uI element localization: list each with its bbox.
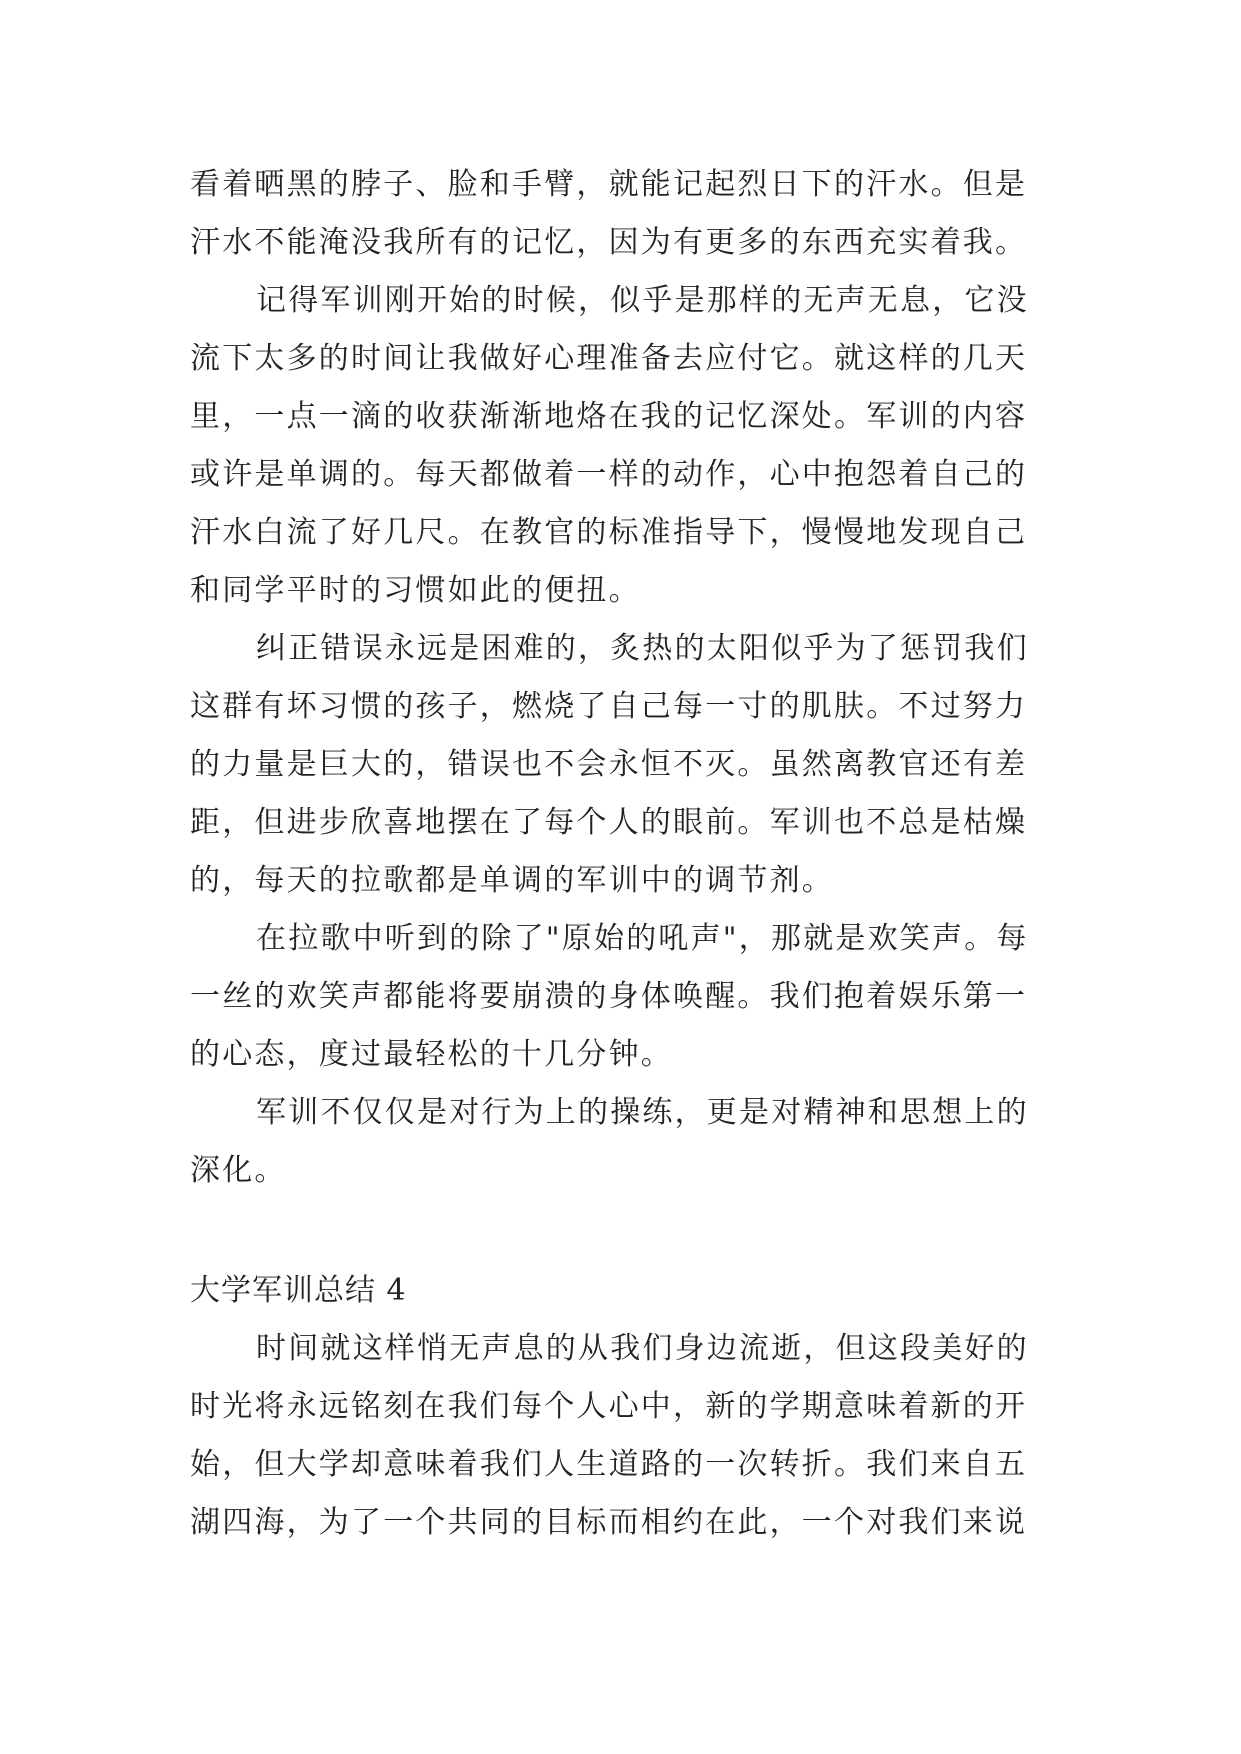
text-line: 时间就这样悄无声息的从我们身边流逝，但这段美好的	[256, 1331, 1029, 1366]
text-line: 纠正错误永远是困难的，炙热的太阳似乎为了惩罚我们	[256, 631, 1029, 666]
text-line: 深化。	[190, 1153, 287, 1188]
text-line: 或许是单调的。每天都做着一样的动作，心中抱怨着自己的	[190, 457, 1028, 492]
text-line: 湖四海，为了一个共同的目标而相约在此，一个对我们来说	[190, 1505, 1028, 1540]
text-line: 始，但大学却意味着我们人生道路的一次转折。我们来自五	[190, 1447, 1028, 1482]
text-line: 里，一点一滴的收获渐渐地烙在我的记忆深处。军训的内容	[190, 399, 1028, 434]
section-heading: 大学军训总结 4	[190, 1273, 407, 1308]
text-line: 汗水白流了好几尺。在教官的标准指导下，慢慢地发现自己	[190, 515, 1028, 550]
text-line: 的心态，度过最轻松的十几分钟。	[190, 1037, 673, 1072]
text-line: 军训不仅仅是对行为上的操练，更是对精神和思想上的	[256, 1095, 1029, 1130]
text-line: 距，但进步欣喜地摆在了每个人的眼前。军训也不总是枯燥	[190, 805, 1028, 840]
body-text-part1	[190, 156, 1070, 1200]
text-line: 一丝的欢笑声都能将要崩溃的身体唤醒。我们抱着娱乐第一	[190, 979, 1028, 1014]
body-text-part2	[190, 1320, 1070, 1552]
text-line: 的力量是巨大的，错误也不会永恒不灭。虽然离教官还有差	[190, 747, 1028, 782]
text-line: 流下太多的时间让我做好心理准备去应付它。就这样的几天	[190, 341, 1028, 376]
text-line: 这群有坏习惯的孩子，燃烧了自己每一寸的肌肤。不过努力	[190, 689, 1028, 724]
text-line: 在拉歌中听到的除了"原始的吼声"，那就是欢笑声。每	[256, 921, 1029, 956]
text-line: 记得军训刚开始的时候，似乎是那样的无声无息，它没	[256, 283, 1029, 318]
text-line: 看着晒黑的脖子、脸和手臂，就能记起烈日下的汗水。但是	[190, 167, 1028, 202]
text-line: 时光将永远铭刻在我们每个人心中，新的学期意味着新的开	[190, 1389, 1028, 1424]
text-line: 汗水不能淹没我所有的记忆，因为有更多的东西充实着我。	[190, 225, 1028, 260]
text-line: 的，每天的拉歌都是单调的军训中的调节剂。	[190, 863, 834, 898]
text-line: 和同学平时的习惯如此的便扭。	[190, 573, 641, 608]
